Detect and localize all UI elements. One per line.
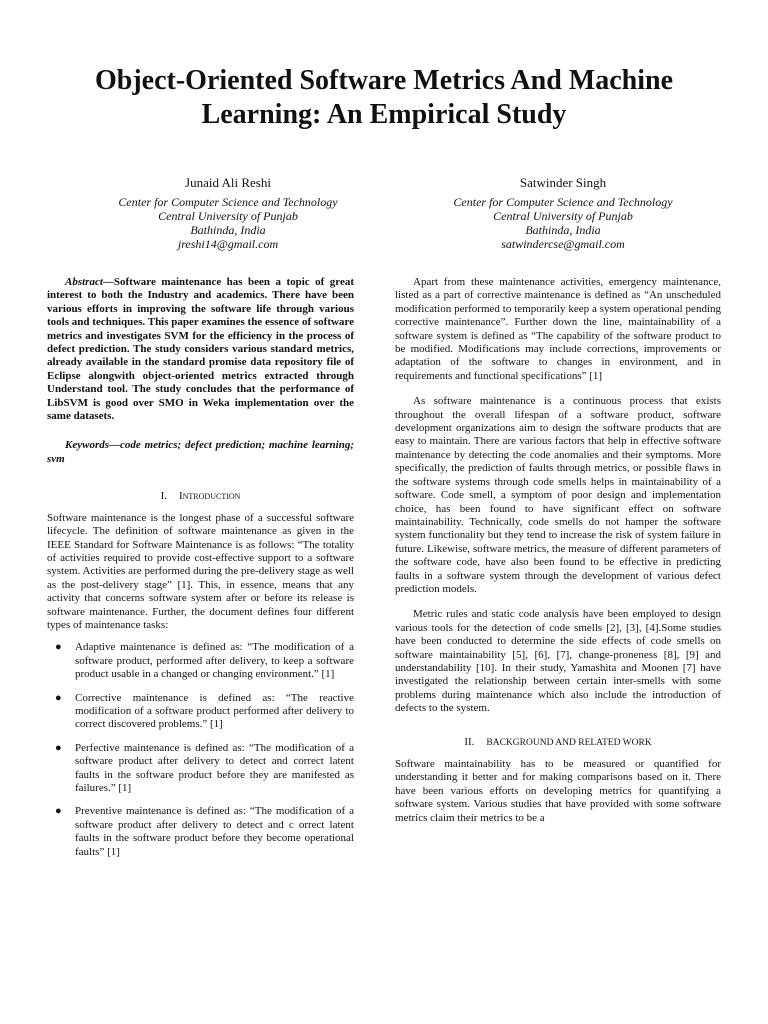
section-heading-introduction bbox=[47, 490, 354, 503]
list-item-text: Preventive maintenance is defined as: “The modification of a software product after delivery to detect and c orrect latent faults in the software product before they become operational faults” [1] bbox=[75, 805, 354, 858]
paragraph: Software maintainability has to be measured or quantified for understanding it better and for making comparisons based on it. There have been various efforts on developing metrics for quantifying a software system. Various studies that have provided with some software metrics claim their metrics to be a bbox=[395, 758, 721, 824]
paragraph: Apart from these maintenance activities, emergency maintenance, listed as a part of corrective maintenance is defined as “An unscheduled modification performed to temporarily keep a system operational pending corrective maintenance”. Further down the line, maintainability of a software system is defined as “The capability of the software product to be modified. Modifications may include corrections, improvements or adaptation of the software to changes in environment, and in requirements and functional specifications” [1] bbox=[395, 276, 721, 382]
maintenance-types-list bbox=[47, 641, 354, 859]
author-block-1 bbox=[78, 176, 378, 251]
author-email: jreshi14@gmail.com bbox=[177, 237, 279, 251]
paragraph: Metric rules and static code analysis have been employed to design various tools for the detection of code smells [2], [3], [4].Some studies have been conducted to determine the side effects of code smells on software maintainability [5], [6], [7], change-proneness [8], [9] and understandability [10]. In their study, Yamashita and Moonen [7] have investigated the relationship between certain inter-smells with some problems during maintenance which also include the introduction of defects to the system. bbox=[395, 608, 721, 715]
bullet-icon: ● bbox=[55, 691, 62, 704]
list-item-text: Adaptive maintenance is defined as: “The modification of a software product, performed after delivery, to keep a software product usable in a changed or changing environment.” [1] bbox=[75, 641, 354, 681]
author-email: satwindercse@gmail.com bbox=[501, 237, 625, 251]
abstract-text: —Software maintenance has been a topic of great interest to both the Industry and academics. There have been various efforts in improving the software life through various tools and techniques. This paper examines the essence of software metrics and investigates SVM for the efficiency in the process of defect prediction. The study considers various standard metrics, already available in the standard promise data repository file of Eclipse alongwith object-oriented metrics extracted through Understand tool. The study concludes that the performance of LibSVM is good over SMO in Weka implementation over the same datasets. bbox=[47, 276, 354, 423]
author-block-2 bbox=[413, 176, 713, 251]
paragraph: As software maintenance is a continuous process that exists throughout the overall lifespan of a software product, software development organizations aim to design the software products that are easy to maintain. There are various factors that help in effective software maintenance by detecting the code anomalies and their symptoms. More specifically, the prediction of faults through metrics, or possible flaws in the software systems through code smells helps in maintainability of a software. Code smell, a symptom of poor design and implementation choice, has been found to have significant effect on software maintainability. Technically, code smells do not hamper the software system functionality but they tend to increase the risk of system failure in future. Likewise, software metrics, the measure of different parameters of the software code, have also been found to be effective in predicting faults in a software system through the development of various defect prediction models. bbox=[395, 395, 721, 595]
section-title: Introduction bbox=[178, 490, 241, 503]
left-column bbox=[47, 276, 354, 869]
abstract bbox=[47, 276, 354, 423]
author-university: Central University of Punjab bbox=[158, 209, 298, 223]
abstract-label: Abstract bbox=[65, 276, 103, 288]
bullet-icon: ● bbox=[55, 641, 62, 654]
section-number: I. bbox=[160, 490, 167, 503]
paper-title: Object-Oriented Software Metrics And Machine Learning: An Empirical Study bbox=[94, 65, 674, 130]
section-heading-background bbox=[395, 736, 721, 750]
intro-paragraph: Software maintenance is the longest phase of a successful software lifecycle. The definition of software maintenance as given in the IEEE Standard for Software Maintenance is as follows: “The totality of activities required to provide cost-effective support to a software system. Activities are performed during the pre-delivery stage as well as the post-delivery stage” [1]. This, in essence, means that any activity that concerns software system after or before its release is software maintenance. Further, the document defines four different types of maintenance tasks: bbox=[47, 511, 354, 631]
bullet-icon: ● bbox=[55, 805, 62, 818]
list-item bbox=[47, 742, 354, 796]
list-item bbox=[47, 641, 354, 681]
author-university: Central University of Punjab bbox=[493, 209, 633, 223]
author-center: Center for Computer Science and Technology bbox=[118, 195, 338, 209]
list-item bbox=[47, 805, 354, 859]
author-name: Junaid Ali Reshi bbox=[185, 175, 271, 190]
list-item-text: Corrective maintenance is defined as: “The reactive modification of a software product performed after delivery to correct discovered problems.” [1] bbox=[75, 691, 354, 731]
section-title: BACKGROUND AND RELATED WORK bbox=[486, 737, 652, 748]
right-column bbox=[395, 276, 721, 825]
list-item-text: Perfective maintenance is defined as: “The modification of a software product after delivery to detect and correct latent faults in the software product before they are manifested as failures.” [1] bbox=[75, 741, 354, 794]
author-name: Satwinder Singh bbox=[519, 175, 607, 190]
keywords: Keywords—code metrics; defect prediction; machine learning; svm bbox=[47, 439, 354, 465]
list-item bbox=[47, 692, 354, 732]
bullet-icon: ● bbox=[55, 741, 62, 754]
author-location: Bathinda, India bbox=[190, 223, 266, 237]
section-number: II. bbox=[464, 735, 475, 748]
author-location: Bathinda, India bbox=[525, 223, 601, 237]
author-center: Center for Computer Science and Technology bbox=[453, 195, 673, 209]
